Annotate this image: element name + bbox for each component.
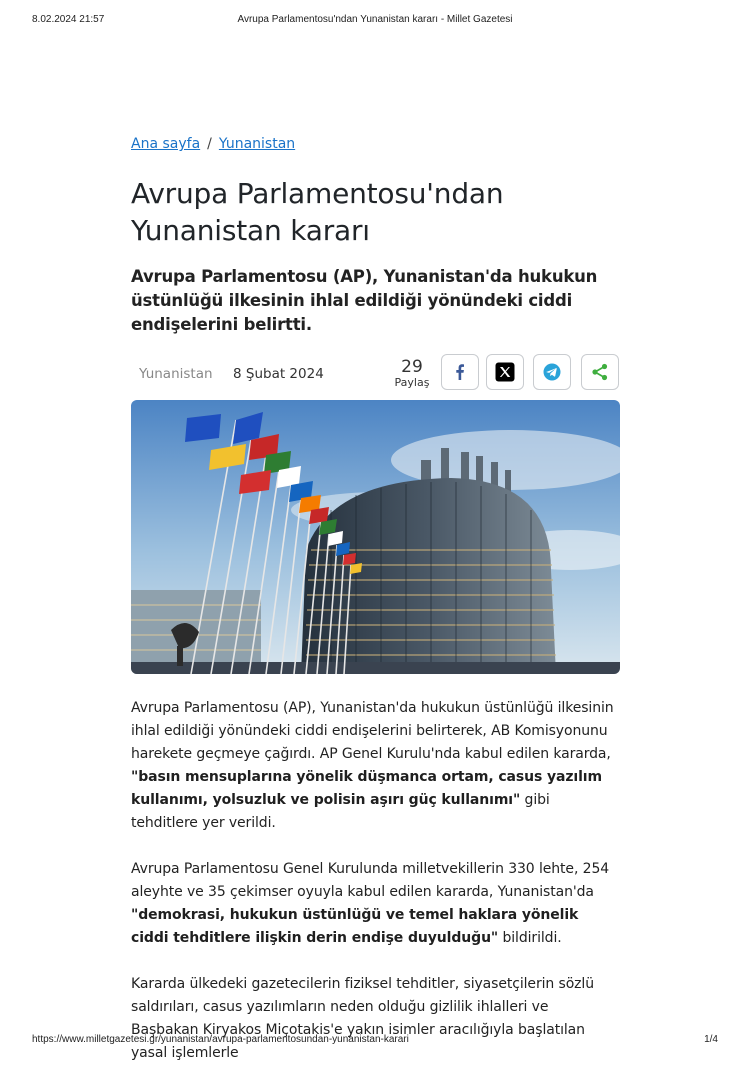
- european-parliament-photo: [131, 400, 620, 674]
- print-date: 8.02.2024 21:57: [32, 14, 105, 25]
- breadcrumb-home-link[interactable]: Ana sayfa: [131, 136, 201, 152]
- print-url: https://www.milletgazetesi.gr/yunanistan/avrupa-parlamentosundan-yunanistan-karari: [32, 1034, 409, 1045]
- article-header: [131, 136, 620, 398]
- article-date: 8 Şubat 2024: [233, 366, 324, 382]
- article-title: Avrupa Parlamentosu'ndan Yunanistan kararı: [131, 177, 504, 247]
- print-page-number: 1/4: [704, 1034, 718, 1045]
- article-paragraph: [131, 858, 620, 950]
- print-page-title: Avrupa Parlamentosu'ndan Yunanistan kararı - Millet Gazetesi: [237, 14, 513, 25]
- share-icon: [591, 363, 609, 381]
- print-header: [32, 14, 718, 30]
- article-paragraph: [131, 697, 620, 835]
- telegram-share-button[interactable]: [533, 354, 571, 390]
- share-count-label: Paylaş: [394, 376, 430, 389]
- paragraph-text: Avrupa Parlamentosu (AP), Yunanistan'da hukukun üstünlüğü ilkesinin ihlal edildiği yönündeki ciddi endişelerini belirterek, AB Komisyonunu harekete geçmeye çağırdı. AP Genel Kurulu'nda kabul edilen kararda,: [131, 700, 614, 762]
- article-summary: Avrupa Parlamentosu (AP), Yunanistan'da hukukun üstünlüğü ilkesinin ihlal edildiği yönündeki ciddi endişelerini belirtti.: [131, 267, 598, 334]
- article-paragraph: [131, 973, 620, 1065]
- paragraph-quote: "demokrasi, hukukun üstünlüğü ve temel haklara yönelik ciddi tehditlere ilişkin derin endişe duyulduğu": [131, 907, 579, 946]
- paragraph-text: gibi tehditlere yer verildi.: [131, 792, 550, 831]
- breadcrumb: [131, 136, 620, 158]
- breadcrumb-category-link[interactable]: Yunanistan: [218, 136, 296, 152]
- share-button[interactable]: [581, 354, 619, 390]
- x-share-button[interactable]: [486, 354, 524, 390]
- article-image: [131, 400, 620, 674]
- facebook-share-button[interactable]: [441, 354, 479, 390]
- breadcrumb-separator: /: [207, 136, 212, 152]
- share-count-number: 29: [401, 357, 423, 377]
- article-meta: [131, 354, 620, 398]
- telegram-icon: [543, 363, 561, 381]
- x-icon: [495, 362, 515, 382]
- facebook-icon: [452, 364, 468, 380]
- paragraph-quote: "basın mensuplarına yönelik düşmanca ortam, casus yazılım kullanımı, yolsuzluk ve polisin aşırı güç kullanımı": [131, 769, 602, 808]
- print-footer: [32, 1034, 718, 1050]
- paragraph-text: bildirildi.: [498, 930, 562, 946]
- article-body: [131, 697, 620, 1088]
- paragraph-text: Avrupa Parlamentosu Genel Kurulunda milletvekillerin 330 lehte, 254 aleyhte ve 35 çekimser oyuyla kabul edilen kararda, Yunanistan'da: [131, 861, 610, 900]
- share-count: [393, 358, 431, 389]
- article-category[interactable]: Yunanistan: [139, 366, 213, 382]
- paragraph-text: Kararda ülkedeki gazetecilerin fiziksel tehditler, siyasetçilerin sözlü saldırıları, casus yazılımların neden olduğu gizlilik ihlalleri ve Başbakan Kiryakos Miçotakis'e yakın isimler aracılığıyla başlatılan yasal işlemlerle: [131, 976, 594, 1061]
